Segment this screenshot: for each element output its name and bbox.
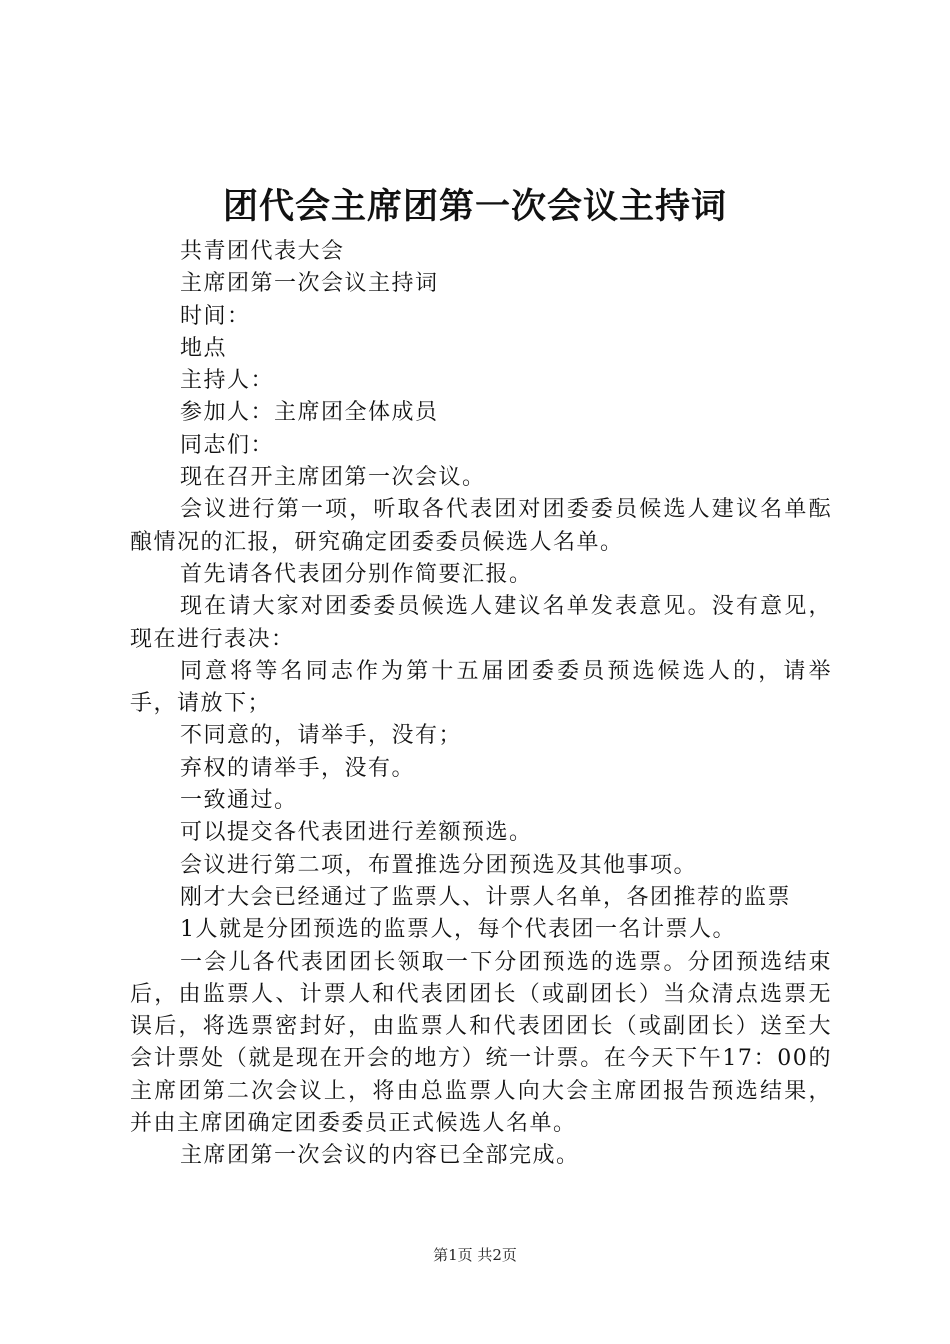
paragraph-location: 地点 bbox=[180, 335, 228, 361]
paragraph-item-two: 会议进行第二项，布置推选分团预选及其他事项。 bbox=[180, 852, 698, 878]
paragraph-submit: 可以提交各代表团进行差额预选。 bbox=[180, 820, 533, 846]
paragraph-host: 主持人： bbox=[180, 368, 275, 394]
paragraph-agree-vote: 同意将等名同志作为第十五届团委委员预选候选人的，请举手，请放下； bbox=[130, 658, 832, 717]
paragraph-greeting: 同志们： bbox=[180, 432, 275, 458]
paragraph-counters: 1人就是分团预选的监票人，每个代表团一名计票人。 bbox=[180, 917, 736, 943]
paragraph-org: 共青团代表大会 bbox=[180, 239, 345, 264]
paragraph-scrutineers: 刚才大会已经通过了监票人、计票人名单，各团推荐的监票 bbox=[180, 884, 792, 910]
document-title: 团代会主席团第一次会议主持词 bbox=[222, 187, 727, 227]
paragraph-report: 首先请各代表团分别作简要汇报。 bbox=[180, 561, 533, 587]
paragraph-ballot-procedure: 一会儿各代表团团长领取一下分团预选的选票。分团预选结束后，由监票人、计票人和代表团团长（或副团长）当众清点选票无误后，将选票密封好，由监票人和代表团团长（或副团长）送至大会计票处（就是现在开会的地方）统一计票。在今天下午17：00的主席团第二次会议上，将由总监票人向大会主席团报告预选结果，并由主席团确定团委委员正式候选人名单。 bbox=[130, 949, 832, 1137]
paragraph-disagree-vote: 不同意的，请举手，没有； bbox=[180, 723, 463, 749]
paragraph-abstain-vote: 弃权的请举手，没有。 bbox=[180, 755, 416, 781]
paragraph-item-one: 会议进行第一项，听取各代表团对团委委员候选人建议名单酝酿情况的汇报，研究确定团委委员候选人名单。 bbox=[130, 497, 832, 555]
paragraph-time: 时间： bbox=[180, 303, 251, 329]
document-body bbox=[130, 236, 832, 1173]
paragraph-closing: 主席团第一次会议的内容已全部完成。 bbox=[180, 1143, 580, 1169]
paragraph-attendees: 参加人：主席团全体成员 bbox=[180, 400, 439, 426]
paragraph-unanimous: 一致通过。 bbox=[180, 788, 298, 814]
page-footer: 第1页 共2页 bbox=[433, 1246, 517, 1264]
paragraph-opinions: 现在请大家对团委委员候选人建议名单发表意见。没有意见，现在进行表决： bbox=[130, 594, 832, 652]
paragraph-opening: 现在召开主席团第一次会议。 bbox=[180, 465, 486, 491]
paragraph-subtitle: 主席团第一次会议主持词 bbox=[180, 271, 439, 297]
